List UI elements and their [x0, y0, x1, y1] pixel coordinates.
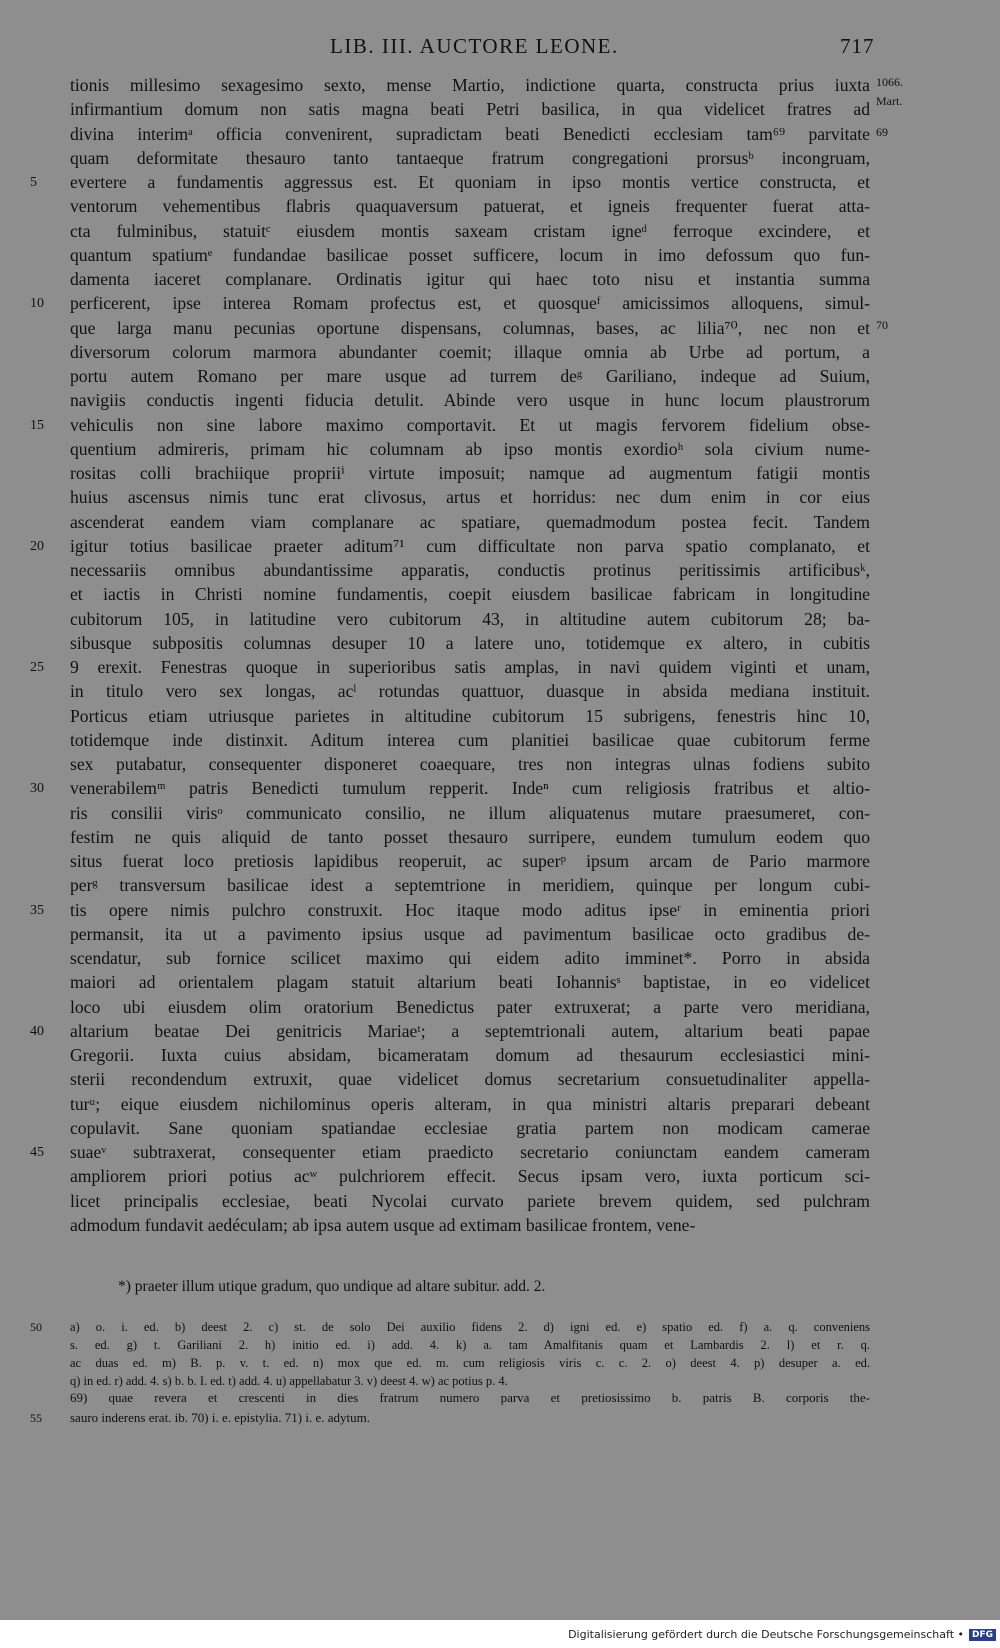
line-text: ampliorem priori potius acʷ pulchriorem effecit. Secus ipsam vero, iuxta porticum sci-: [70, 1166, 870, 1187]
text-line: [0, 364, 1000, 388]
text-line: [0, 1336, 1000, 1354]
text-line: [0, 1067, 1000, 1091]
text-line: [0, 1318, 1000, 1336]
critical-apparatus: [0, 1318, 1000, 1390]
line-number: 50: [30, 1320, 42, 1334]
line-text: vehiculis non sine labore maximo comportavit. Et ut magis fervorem fidelium obse-: [70, 414, 870, 435]
text-line: [0, 1116, 1000, 1140]
line-text: copulavit. Sane quoniam spatiandae ecclesiae gratia partem non modicam camerae: [70, 1117, 870, 1138]
line-text: evertere a fundamentis aggressus est. Et quoniam in ipso montis vertice constructa, et: [70, 172, 870, 192]
line-number: 45: [30, 1145, 44, 1160]
text-line: [0, 1164, 1000, 1188]
text-line: [0, 679, 1000, 703]
line-number: 30: [30, 781, 44, 797]
editor-notes: [0, 1388, 1000, 1428]
text-line: [0, 946, 1000, 970]
text-line: [0, 1043, 1000, 1067]
line-text: s. ed. g) t. Gariliani 2. h) initio ed. i) add. 4. k) a. tam Amalfitanis quam et Lambardis 2. l) et r. q.: [70, 1338, 870, 1352]
text-line: [0, 1354, 1000, 1372]
running-head: LIB. III. AUCTORE LEONE.: [330, 34, 619, 58]
line-text: 69) quae revera et crescenti in dies fratrum numero parva et pretiosissimo b. patris B. corporis the-: [70, 1390, 870, 1405]
line-text: navigiis conductis ingenti fiducia detulit. Abinde vero usque in hunc locum plaustrorum: [70, 390, 870, 411]
line-text: ventorum vehementibus flabris quaquaversum patuerat, et igneis frequenter fuerat atta-: [70, 196, 870, 217]
line-text: quam deformitate thesauro tanto tantaeque fratrum congregationi prorsusᵇ incongruam,: [70, 147, 870, 168]
line-text: venerabilemᵐ patris Benedicti tumulum repperit. Indeⁿ cum religiosis fratribus et altio-: [70, 778, 870, 799]
line-text: loco ubi eiusdem olim oratorium Benedictus pater extruxerat; a parte vero meridiana,: [70, 996, 870, 1017]
line-number: 35: [30, 902, 44, 918]
line-text: damenta iaceret complanare. Ordinatis igitur qui haec toto nisu et instantia summa: [70, 269, 870, 289]
line-number: 20: [30, 538, 44, 554]
line-text: turᵘ; eique eiusdem nichilominus operis alteram, in qua ministri altaris preparari debeant: [70, 1093, 870, 1114]
line-text: perᵍ transversum basilicae idest a septemtrione in meridiem, quinque per longum cubi-: [70, 875, 870, 896]
text-line: [0, 73, 1000, 97]
text-line: [0, 825, 1000, 849]
text-line: [0, 340, 1000, 364]
text-line: [0, 194, 1000, 218]
text-line: [0, 801, 1000, 825]
text-line: [0, 122, 1000, 146]
text-line: [0, 849, 1000, 873]
text-line: [0, 461, 1000, 485]
line-number: 40: [30, 1023, 44, 1039]
margin-note-year: 1066.: [876, 75, 903, 89]
page-number: 717: [840, 34, 875, 58]
text-line: [0, 291, 1000, 315]
text-line: [0, 243, 1000, 267]
line-text: tis opere nimis pulchro construxit. Hoc itaque modo aditus ipseʳ in eminentia priori: [70, 899, 870, 920]
text-line: [0, 655, 1000, 679]
line-text: diversorum colorum marmora abundanter coemit; illaque omnia ab Urbe ad portum, a: [70, 341, 870, 362]
text-line: [0, 728, 1000, 752]
line-text: perficerent, ipse interea Romam profectus est, et quosqueᶠ amicissimos alloquens, simul-: [70, 293, 870, 314]
line-text: q) in ed. r) add. 4. s) b. b. I. ed. t) add. 4. u) appellabatur 3. v) deest 4. w) ac potius p. 4.: [70, 1374, 508, 1388]
footnote-star: *) praeter illum utique gradum, quo undique ad altare subitur. add. 2.: [118, 1278, 546, 1295]
text-line: [0, 219, 1000, 243]
line-text: sex putabatur, consequenter disponeret coaequare, tres non integras ulnas fodiens subito: [70, 754, 870, 774]
text-line: [0, 1140, 1000, 1164]
text-line: [0, 873, 1000, 897]
line-text: cta fulminibus, statuitᶜ eiusdem montis saxeam cristam igneᵈ ferroque excindere, et: [70, 220, 870, 241]
line-text: a) o. i. ed. b) deest 2. c) st. de solo Dei auxilio fidens 2. d) igni ed. e) spatio ed. f) a. q. conveniens: [70, 1320, 870, 1334]
line-text: altarium beatae Dei genitricis Mariaeᵗ; a septemtrionali autem, altarium beati papae: [70, 1020, 870, 1041]
line-text: igitur totius basilicae praeter aditum⁷¹ cum difficultate non parva spatio complanato, et: [70, 535, 870, 556]
text-line: [0, 267, 1000, 291]
line-text: suaeᵛ subtraxerat, consequenter etiam praedicto secretario coniunctam eandem cameram: [70, 1142, 870, 1162]
line-text: maiori ad orientalem plagam statuit altarium beati Iohannisˢ baptistae, in eo videlicet: [70, 972, 870, 993]
dfg-logo: DFG: [969, 1629, 996, 1641]
page-header: [0, 34, 1000, 66]
text-line: [0, 437, 1000, 461]
line-text: situs fuerat loco pretiosis lapidibus reoperuit, ac superᵖ ipsum arcam de Pario marmore: [70, 851, 870, 871]
line-text: necessariis omnibus abundantissime apparatis, conductis protinus peritissimis artificibusᵏ,: [70, 560, 870, 580]
line-text: ascenderat eandem viam complanare ac spatiare, quemadmodum postea fecit. Tandem: [70, 511, 870, 532]
line-text: sibusque subpositis columnas desuper 10 a latere uno, totidemque ex altero, in cubitis: [70, 632, 870, 653]
text-line: [0, 510, 1000, 534]
line-text: licet principalis ecclesiae, beati Nycolai curvato pariete brevem quidem, sed pulchram: [70, 1190, 870, 1211]
margin-note-month: Mart.: [876, 94, 903, 108]
line-text: et iactis in Christi nomine fundamentis, coepit eiusdem basilicae fabricam in longitudine: [70, 584, 870, 605]
text-line: [0, 970, 1000, 994]
line-number: 55: [30, 1411, 42, 1425]
line-text: 9 erexit. Fenestras quoque in superioribus satis amplas, in navi quidem viginti et unam,: [70, 657, 870, 677]
line-text: in titulo vero sex longas, acˡ rotundas quattuor, duasque in absida mediana instituit.: [70, 681, 870, 702]
line-text: quentium admireris, primam hic columnam ab ipso montis exordioʰ sola civium nume-: [70, 438, 870, 459]
credit-text: Digitalisierung gefördert durch die Deutsche Forschungsgemeinschaft •: [568, 1628, 964, 1641]
line-text: quantum spatiumᵉ fundandae basilicae posset sufficere, locum in imo defossum quo fun-: [70, 244, 870, 265]
line-text: huius ascensus nimis tunc erat clivosus, artus et horridus: nec dum enim in cor eius: [70, 487, 870, 508]
line-text: sauro inderens erat. ib. 70) i. e. epistylia. 71) i. e. adytum.: [70, 1410, 371, 1425]
line-text: tionis millesimo sexagesimo sexto, mense Martio, indictione quarta, constructa prius iuxta: [70, 75, 870, 95]
text-line: [0, 704, 1000, 728]
line-text: rositas colli brachiique propriiⁱ virtute imposuit; namque ad augmentum fatigii montis: [70, 463, 870, 483]
line-text: cubitorum 105, in latitudine vero cubitorum 43, in altitudine autem cubitorum 28; ba-: [70, 608, 870, 629]
text-line: [0, 146, 1000, 170]
line-text: scendatur, sub fornice scilicet maximo qui eidem adito imminet*. Porro in absida: [70, 948, 870, 968]
text-line: [0, 485, 1000, 509]
text-line: [0, 922, 1000, 946]
text-line: [0, 170, 1000, 194]
text-line: [0, 631, 1000, 655]
text-line: [0, 752, 1000, 776]
text-line: [0, 1189, 1000, 1213]
line-text: festim ne quis aliquid de tanto posset thesauro surripere, eundem tumulum eodem quo: [70, 826, 870, 847]
line-text: admodum fundavit aedéculam; ab ipsa autem usque ad extimam basilicae frontem, vene-: [70, 1214, 696, 1235]
text-line: [0, 97, 1000, 121]
line-text: totidemque inde distinxit. Aditum interea cum planitiei basilicae quae cubitorum ferme: [70, 729, 870, 750]
line-text: divina interimᵃ officia convenirent, supradictam beati Benedicti ecclesiam tam⁶⁹ parvitate: [70, 123, 870, 144]
text-line: [0, 1408, 1000, 1428]
digitization-credit: [0, 1628, 1000, 1646]
margin-note-70: 70: [876, 318, 888, 332]
text-line: [0, 898, 1000, 922]
line-text: portu autem Romano per mare usque ad turrem deᵍ Gariliano, indeque ad Suium,: [70, 366, 870, 386]
line-number: 15: [30, 417, 44, 433]
text-line: [0, 1019, 1000, 1043]
line-text: sterii recondendum extruxit, quae videlicet domus secretarium consuetudinaliter appella-: [70, 1069, 870, 1090]
text-line: [0, 388, 1000, 412]
line-text: Porticus etiam utriusque parietes in altitudine cubitorum 15 subrigens, fenestris hinc 10,: [70, 705, 870, 726]
text-line: [0, 1213, 1000, 1237]
line-text: Gregorii. Iuxta cuius absidam, bicameratam domum ad thesaurum ecclesiastici mini-: [70, 1045, 870, 1065]
text-line: [0, 413, 1000, 437]
text-line: [0, 534, 1000, 558]
margin-note-69: 69: [876, 125, 888, 139]
line-number: 5: [30, 175, 37, 190]
text-line: [0, 607, 1000, 631]
text-line: [0, 558, 1000, 582]
line-text: infirmantium domum non satis magna beati Petri basilica, in qua videlicet fratres ad: [70, 99, 870, 120]
line-number: 25: [30, 660, 44, 675]
text-line: [0, 316, 1000, 340]
line-number: 10: [30, 296, 44, 312]
main-text: [0, 73, 1000, 1237]
text-line: [0, 776, 1000, 800]
text-line: [0, 995, 1000, 1019]
text-line: [0, 1388, 1000, 1408]
line-text: ris consilii virisᵒ communicato consilio, ne illum aliquatenus mutare praesumeret, con-: [70, 802, 870, 823]
line-text: permansit, ita ut a pavimento ipsius usque ad pavimentum basilicae octo gradibus de-: [70, 923, 870, 944]
line-text: que larga manu pecunias oportune dispensans, columnas, bases, ac lilia⁷⁰, nec non et: [70, 317, 870, 338]
text-line: [0, 582, 1000, 606]
line-text: ac duas ed. m) B. p. v. t. ed. n) mox que ed. m. cum religiosis viris c. c. 2. o) deest 4. p) desuper a. ed.: [70, 1356, 870, 1370]
text-line: [0, 1092, 1000, 1116]
